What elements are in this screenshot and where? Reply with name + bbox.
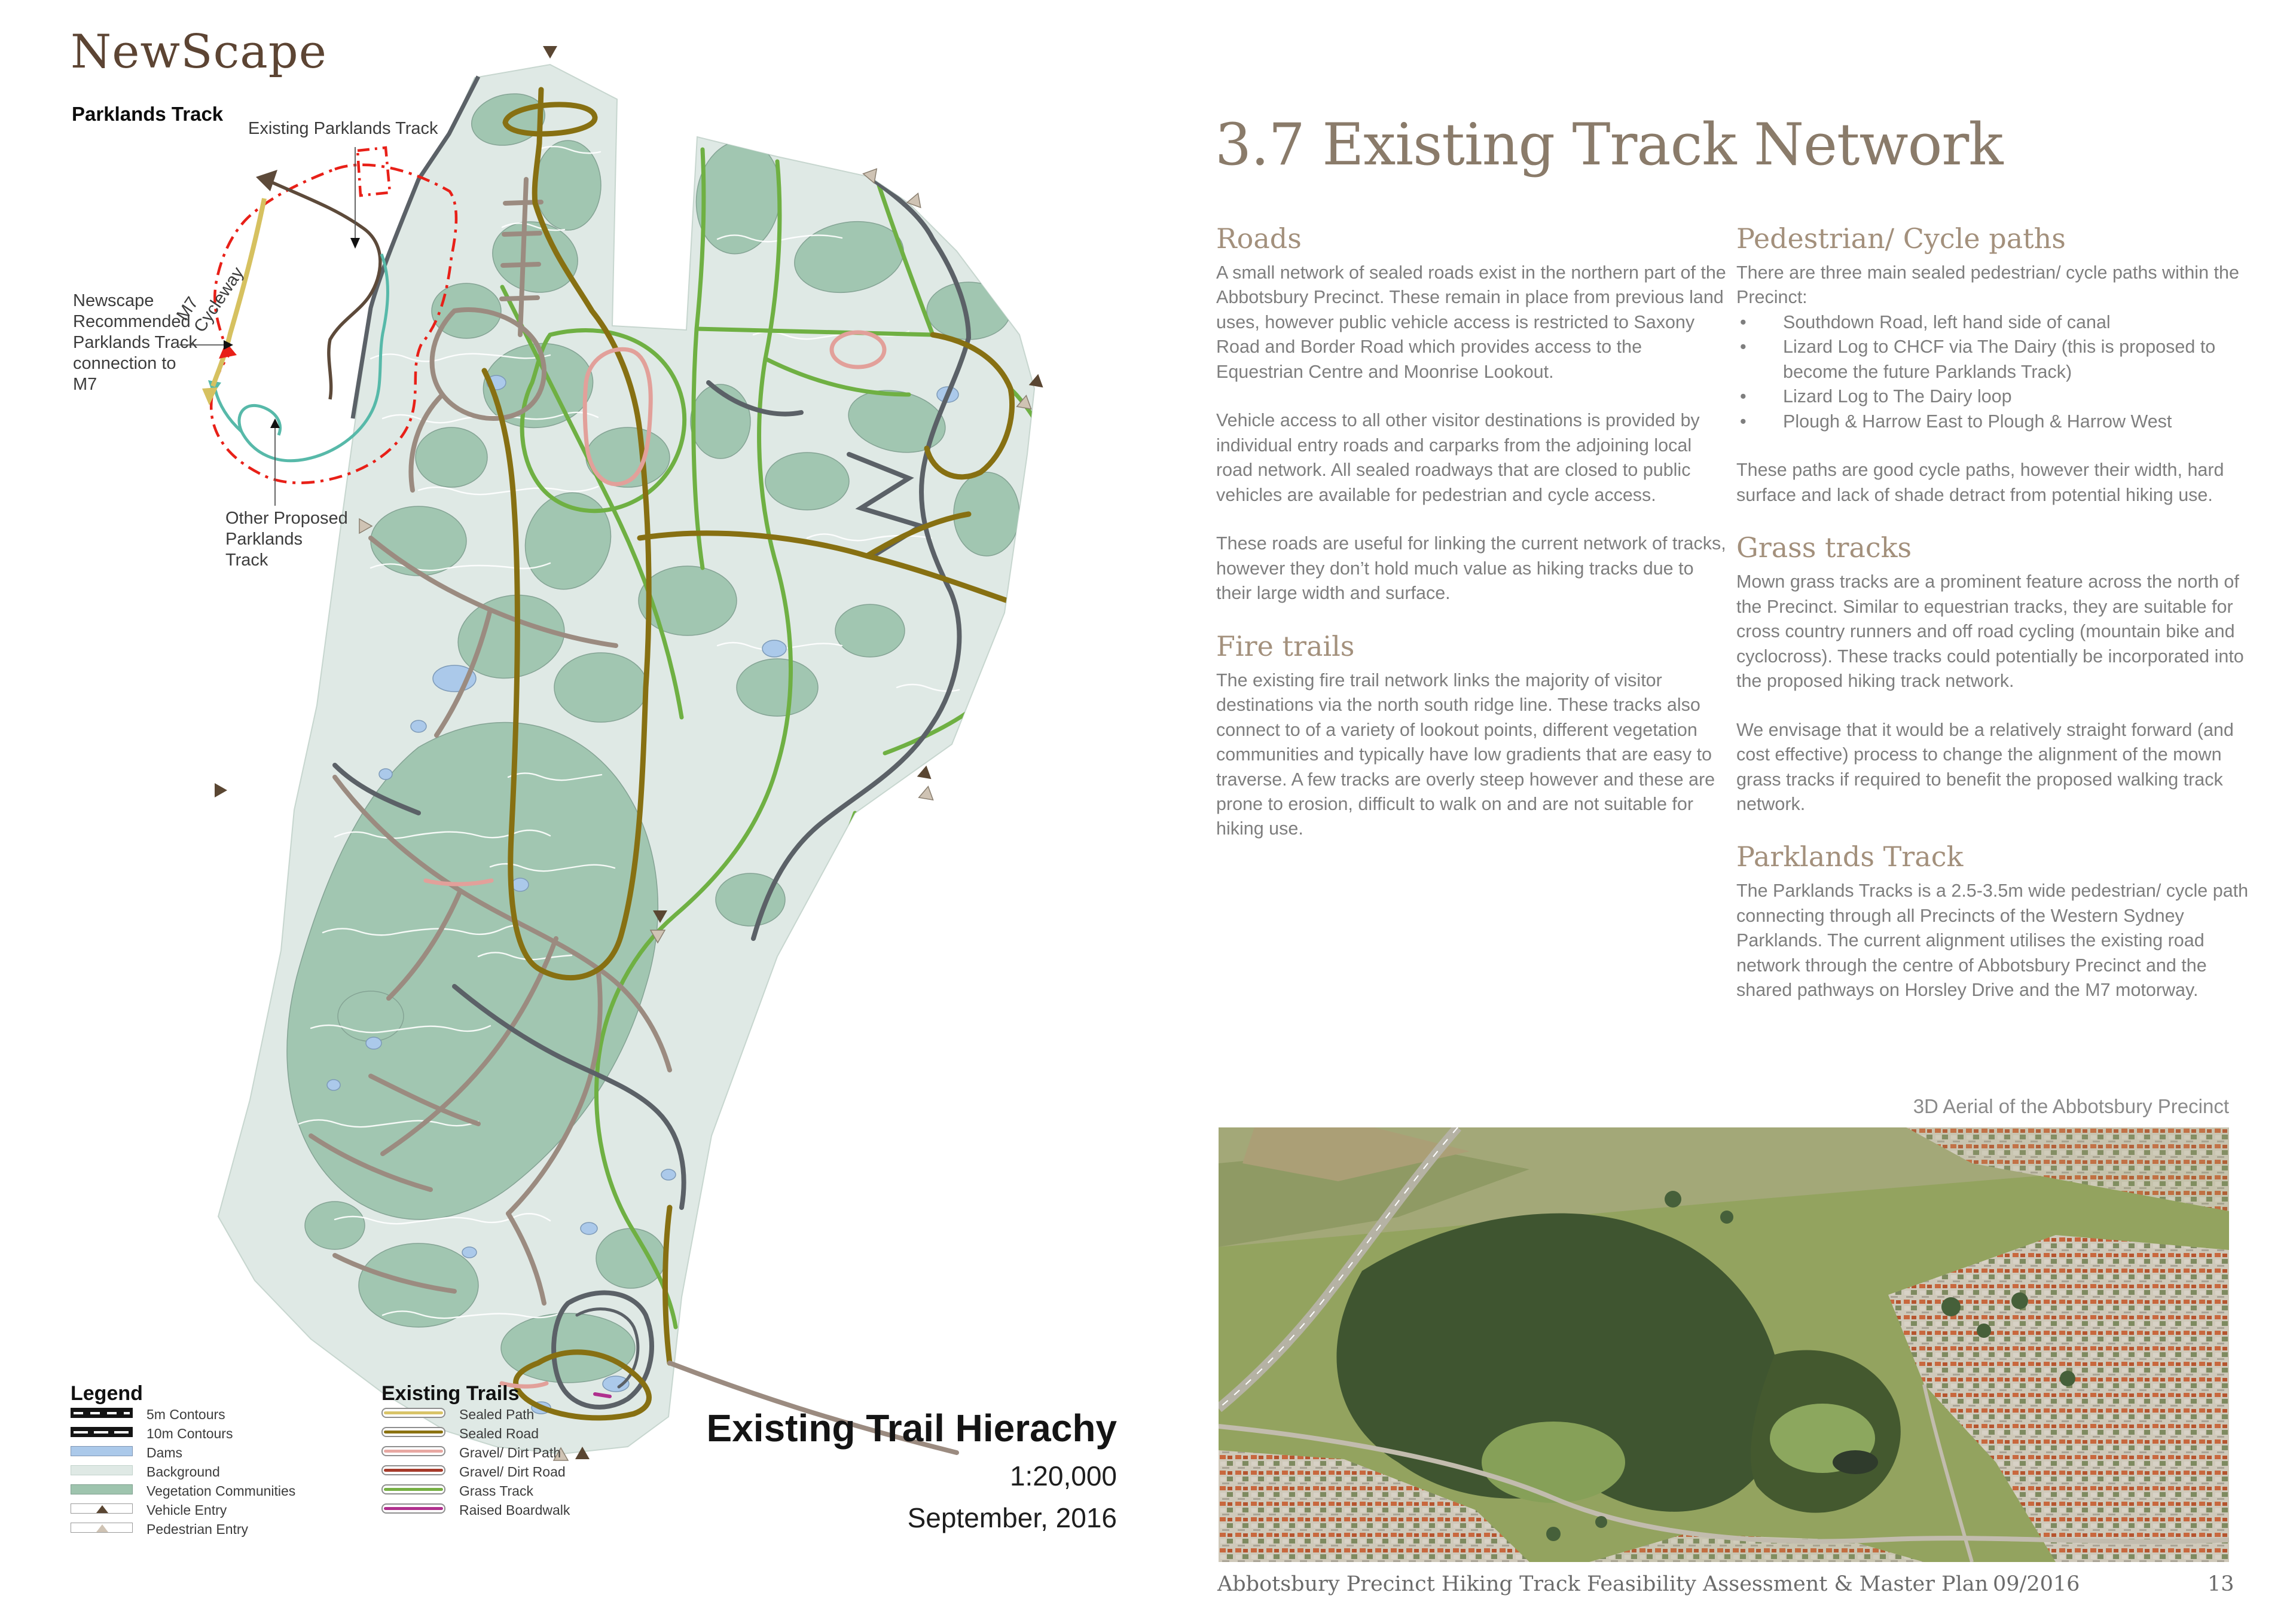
contour-10m-swatch <box>71 1427 133 1437</box>
fire-trails-paragraph: The existing fire trail network links the majority of visitor destinations via the north south ridge line. These tracks also connect to of a variety of lookout points, different vegetation communities and typically have low gradients that are easy to traverse. A few tracks are overly steep however and these are prone to erosion, difficult to walk on and are not suitable for hiking use. <box>1216 670 1715 839</box>
map-scale: 1:20,000 <box>1009 1460 1117 1491</box>
background-swatch <box>71 1465 133 1475</box>
label-line: M7 <box>73 375 97 394</box>
gravel-dirt-road-swatch <box>381 1465 445 1475</box>
footer-page-number: 13 <box>2208 1572 2234 1596</box>
legend-item-label: 10m Contours <box>146 1426 233 1441</box>
map-title: Existing Trail Hierachy <box>706 1407 1117 1450</box>
legend-item-label: Vegetation Communities <box>146 1483 296 1499</box>
trail-item-label: Gravel/ Dirt Path <box>459 1445 561 1460</box>
raised-boardwalk-swatch <box>381 1503 445 1514</box>
other-proposed-label <box>225 508 348 571</box>
label-line: Other Proposed <box>225 509 348 528</box>
article-left-column <box>1216 222 1730 866</box>
m7-cycleway-label: M7 Cycleway <box>173 264 248 336</box>
grass-tracks-paragraph: Mown grass tracks are a prominent feature across the north of the Precinct. Similar to equestrian tracks, they are suitable for cross country runners and off road cycling (mountain bike and cyclocross). These tracks could potentially be incorporated into the proposed hiking track network. <box>1736 571 2244 692</box>
vehicle-entry-swatch <box>71 1503 133 1514</box>
grass-tracks-paragraph: We envisage that it would be a relatively straight forward (and cost effective) process to change the alignment of the mown grass tracks if required to benefit the proposed walking track network. <box>1736 719 2234 814</box>
sealed-road-swatch <box>381 1427 445 1437</box>
pedestrian-entry-swatch <box>71 1523 133 1533</box>
contour-5m-swatch <box>71 1408 133 1418</box>
roads-paragraph: Vehicle access to all other visitor destinations is provided by individual entry roads and carparks from the adjoining local road network. All sealed roadways that are closed to public vehicles are available for pedestrian and cycle access. <box>1216 410 1700 505</box>
trails-legend-title: Existing Trails <box>381 1382 520 1405</box>
legend-item-label: Dams <box>146 1445 183 1460</box>
list-item: • Southdown Road, left hand side of canal <box>1736 310 2251 335</box>
trail-item-label: Grass Track <box>459 1483 533 1499</box>
list-item: • Lizard Log to CHCF via The Dairy (this is proposed to become the future Parklands Track) <box>1736 335 2251 384</box>
inset-map-title: Parklands Track <box>72 103 224 125</box>
legend-item-label: Vehicle Entry <box>146 1502 227 1518</box>
trail-item-label: Gravel/ Dirt Road <box>459 1464 566 1480</box>
roads-paragraph: A small network of sealed roads exist in the northern part of the Abbotsbury Precinct. These remain in place from previous land uses, however public vehicle access is restricted to Saxony Road and Border Road which provides access to the Equestrian Centre and Moonrise Lookout. <box>1216 262 1726 382</box>
parklands-track-heading: Parklands Track <box>1736 840 1964 873</box>
label-line: Parklands Track <box>73 333 197 352</box>
aerial-caption: 3D Aerial of the Abbotsbury Precinct <box>1913 1095 2229 1117</box>
trail-item-label: Raised Boardwalk <box>459 1502 570 1518</box>
label-line: Newscape <box>73 291 154 310</box>
trail-item-label: Sealed Road <box>459 1426 539 1441</box>
article-right-column <box>1736 222 2251 1027</box>
dams-swatch <box>71 1446 133 1456</box>
grass-track-swatch <box>381 1484 445 1494</box>
list-item: • Plough & Harrow East to Plough & Harrow West <box>1736 409 2251 434</box>
newscape-logo: NewScape <box>71 25 327 79</box>
pedestrian-cycle-heading: Pedestrian/ Cycle paths <box>1736 222 2066 255</box>
grass-tracks-heading: Grass tracks <box>1736 531 1912 564</box>
trail-item-label: Sealed Path <box>459 1407 535 1422</box>
label-line: Parklands <box>225 530 303 549</box>
fire-trails-heading: Fire trails <box>1216 629 1355 662</box>
aerial-photo <box>1219 1127 2229 1562</box>
legend-item-label: Background <box>146 1464 220 1480</box>
label-line: Track <box>225 551 268 570</box>
pedestrian-cycle-intro: There are three main sealed pedestrian/ cycle paths within the Precinct: <box>1736 262 2239 308</box>
existing-parklands-track-label: Existing Parklands Track <box>248 119 438 138</box>
roads-heading: Roads <box>1216 222 1302 255</box>
pedestrian-cycle-outro: These paths are good cycle paths, however their width, hard surface and lack of shade detract from potential hiking use. <box>1736 460 2224 505</box>
sealed-path-swatch <box>381 1408 445 1418</box>
legend-item-label: 5m Contours <box>146 1407 225 1422</box>
map-date: September, 2016 <box>907 1502 1117 1533</box>
footer-document-title: Abbotsbury Precinct Hiking Track Feasibility Assessment & Master Plan <box>1217 1572 1989 1596</box>
label-line: connection to <box>73 354 176 373</box>
legend-item-label: Pedestrian Entry <box>146 1521 249 1537</box>
roads-paragraph: These roads are useful for linking the current network of tracks, however they don’t hold much value as hiking tracks due to their large width and surface. <box>1216 533 1726 604</box>
trail-hierarchy-map <box>0 0 1136 1494</box>
footer-date: 09/2016 <box>1993 1572 2080 1596</box>
parklands-track-paragraph: The Parklands Tracks is a 2.5-3.5m wide pedestrian/ cycle path connecting through all Precincts of the Western Sydney Parklands. The current alignment utilises the existing road network through the centre of Abbotsbury Precinct and the shared pathways on Horsley Drive and the M7 motorway. <box>1736 881 2249 1001</box>
list-item: • Lizard Log to The Dairy loop <box>1736 384 2251 409</box>
map-title-block <box>598 1406 1117 1534</box>
map-legend <box>71 1382 296 1537</box>
gravel-dirt-path-swatch <box>381 1446 445 1456</box>
vegetation-swatch <box>71 1484 133 1494</box>
section-title: 3.7 Existing Track Network <box>1215 111 2003 178</box>
label-line: Recommended <box>73 312 191 331</box>
newscape-recommended-label <box>73 291 197 395</box>
existing-trails-legend <box>381 1382 570 1518</box>
pedestrian-cycle-list <box>1736 310 2251 434</box>
legend-title: Legend <box>71 1382 143 1405</box>
